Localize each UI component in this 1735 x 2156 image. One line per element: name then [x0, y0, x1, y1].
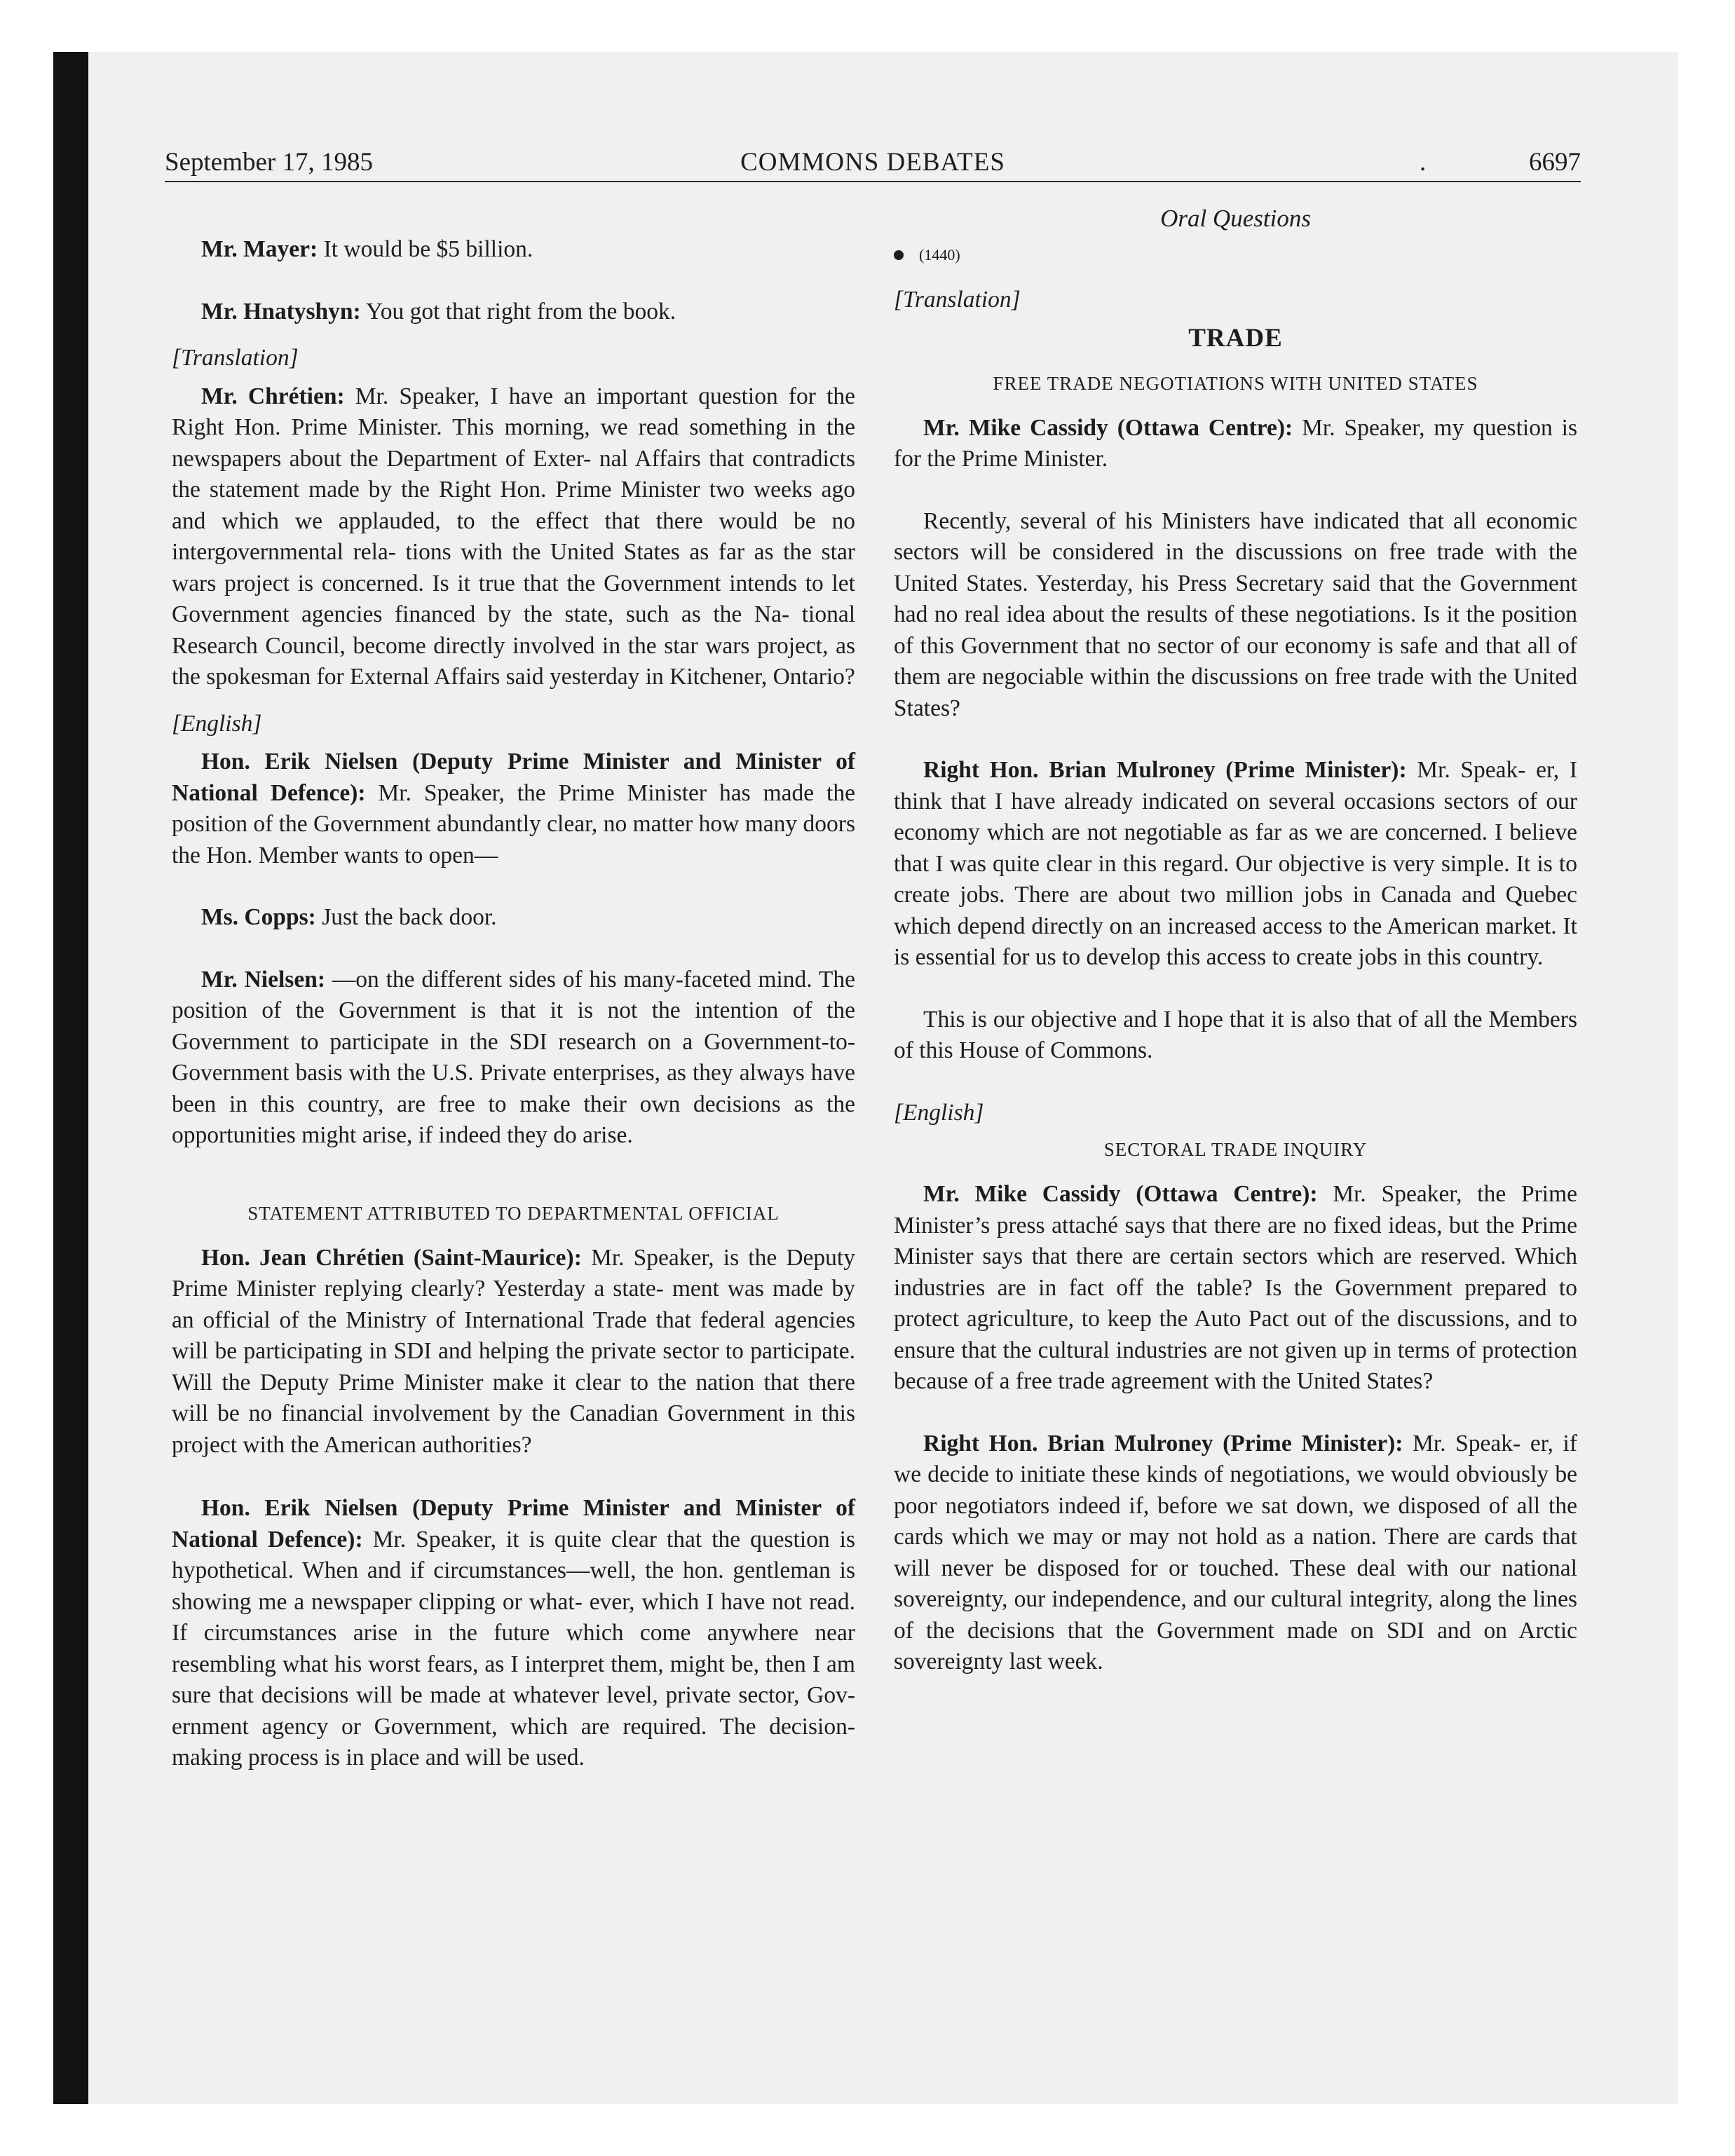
paragraph — [894, 413, 1577, 475]
speaker-name: Mr. Nielsen: — [201, 966, 325, 992]
paragraph: Recently, several of his Ministers have indicated that all economic sectors will be considered in the discussions on free trade with the United States. Yesterday, his Press Secretary said that the Government had no real idea about the results of these negotiations. Is it the position of this Government that no sector of our economy is safe and that all of them are negociable within the discussions on free trade with the United States? — [894, 507, 1577, 721]
subheading: FREE TRADE NEGOTIATIONS WITH UNITED STATES — [993, 372, 1478, 394]
timestamp-text: (1440) — [919, 246, 960, 264]
speech-text: Mr. Speaker, I have an important question for the Right Hon. Prime Minister. This morning, we read something in the newspapers about the Department of Exter- nal Affairs that contradicts the statement made by the Right Hon. Prime Minister two weeks ago and which we applauded, to the effect that there would be no intergovernmental rela- tions with the United States as far as the star wars project is concerned. Is it true that the Government intends to let Government agencies financed by the state, such as the Na- tional Research Council, become directly involved in the star wars project, as the spokesman for External Affairs said yesterday in Kitchener, Ontario? — [172, 383, 856, 690]
speech-text: Mr. Speaker, it is quite clear that the question is hypothetical. When and if circumstances—well, the hon. gentleman is showing me a newspaper clipping or what- ever, which I have not read. If circumstances arise in the future which come anywhere near resembling what his worst fears, as I interpret them, might be, then I am sure that decisions will be made at whatever level, private sector, Gov- ernment agency or Government, which are required. The decision-making process is in place and will be used. — [172, 1526, 855, 1770]
header-dot: . — [1420, 148, 1427, 177]
speaker-name: Hon. Jean Chrétien (Saint-Maurice): — [201, 1244, 582, 1271]
speaker-name: Mr. Mike Cassidy (Ottawa Centre): — [923, 414, 1293, 441]
right-column — [894, 203, 1577, 1678]
paragraph — [172, 381, 855, 693]
speech-text: Mr. Speaker, the Prime Minister’s press attaché says that there are no fixed ideas, but the Prime Minister says that there are certain sectors which are reserved. Which industries are in fact off the table? Is the Government prepared to protect agriculture, to keep the Auto Pact out of the discussions, and to ensure that the cultural industries are not given up in terms of protection because of a free trade agreement with the United States? — [894, 1181, 1577, 1394]
subheading: SECTORAL TRADE INQUIRY — [1103, 1139, 1368, 1160]
subheading: STATEMENT ATTRIBUTED TO DEPARTMENTAL OFFICIAL — [247, 1202, 780, 1224]
left-column — [172, 234, 855, 1774]
paragraph — [172, 1243, 855, 1461]
language-tag: [Translation] — [894, 287, 1021, 313]
paragraph — [894, 755, 1577, 974]
speech-text: Mr. Speak- er, if we decide to initiate these kinds of negotiations, we would obviously be poor negotiators indeed if, before we sat down, we disposed of all the cards which we may or may not hold as a nation. There are cards that will never be disposed for or touched. These deal with our national sovereignty, our independence, and our cultural integrity, along the lines of the decisions that the Government made on SDI and on Arctic sovereignty last week. — [894, 1430, 1578, 1674]
speaker-name: Hon. Erik Nielsen (Deputy Prime Minister and Minister of National Defence): — [172, 1495, 855, 1553]
speaker-name: Mr. Chrétien: — [201, 383, 345, 409]
paragraph — [172, 296, 855, 328]
header-date: September 17, 1985 — [165, 148, 373, 177]
speaker-name: Hon. Erik Nielsen (Deputy Prime Minister and Minister of National Defence): — [172, 749, 855, 806]
speaker-name: Ms. Copps: — [201, 904, 316, 930]
speech-text: It would be $5 billion. — [318, 236, 533, 262]
paragraph — [172, 964, 855, 1152]
speech-text: Mr. Speak- er, I think that I have already indicated on several occasions sectors of our economy which are not negotiable as far as we are concerned. I believe that I was quite clear in this regard. Our objective is very simple. It is to create jobs. There are about two million jobs in Canada and Quebec which depend directly on an increased access to the American market. It is essential for us to develop this access to create jobs in this country. — [894, 757, 1577, 970]
speech-text: Mr. Speaker, is the Deputy Prime Minister replying clearly? Yesterday a state- ment was made by an official of the Ministry of International Trade that federal agencies will be participating in SDI and helping the private sector to participate. Will the Deputy Prime Minister make it clear to the nation that there will be no financial involvement by the Canadian Government in this project with the American authorities? — [172, 1244, 855, 1458]
paragraph — [172, 1493, 855, 1774]
header-page-number: 6697 — [1529, 148, 1581, 177]
language-tag: [English] — [894, 1099, 984, 1126]
speech-text: Just the back door. — [315, 904, 497, 930]
language-tag: [English] — [172, 710, 262, 737]
document-page — [165, 146, 1581, 1770]
paragraph — [894, 1179, 1577, 1398]
timestamp — [894, 241, 1577, 269]
header-publication: COMMONS DEBATES — [740, 148, 1005, 177]
speech-text: You got that right from the book. — [360, 298, 676, 325]
speaker-name: Mr. Hnatyshyn: — [201, 298, 361, 325]
speech-text: —on the different sides of his many-faceted mind. The position of the Government is that it is not the intention of the Government to participate in the SDI research on a Government-to-Government basis with the U.S. Private enterprises, as they always have been in this country, are free to make their own decisions as the opportunities might arise, if indeed they do arise. — [172, 966, 855, 1148]
speech-text: Mr. Speaker, the Prime Minister has made the position of the Government abundantly clear, no matter how many doors the Hon. Member wants to open— — [172, 779, 855, 868]
paragraph — [172, 234, 855, 266]
speaker-name: Right Hon. Brian Mulroney (Prime Minister): — [923, 1430, 1403, 1456]
bullet-icon — [894, 250, 904, 260]
running-header — [165, 146, 1581, 182]
paragraph — [172, 746, 855, 871]
paragraph — [894, 1428, 1577, 1678]
section-heading: TRADE — [1188, 323, 1283, 353]
section-title: Oral Questions — [1160, 205, 1311, 232]
speaker-name: Mr. Mike Cassidy (Ottawa Centre): — [923, 1181, 1318, 1207]
paragraph: This is our objective and I hope that it is also that of all the Members of this House of Commons. — [894, 1006, 1577, 1063]
speaker-name: Right Hon. Brian Mulroney (Prime Minister): — [923, 757, 1407, 783]
speech-text: Mr. Speaker, my question is for the Prime Minister. — [894, 414, 1577, 472]
language-tag: [Translation] — [172, 345, 299, 371]
paragraph — [172, 902, 855, 934]
scan-black-edge — [53, 52, 88, 2104]
speaker-name: Mr. Mayer: — [201, 236, 318, 262]
